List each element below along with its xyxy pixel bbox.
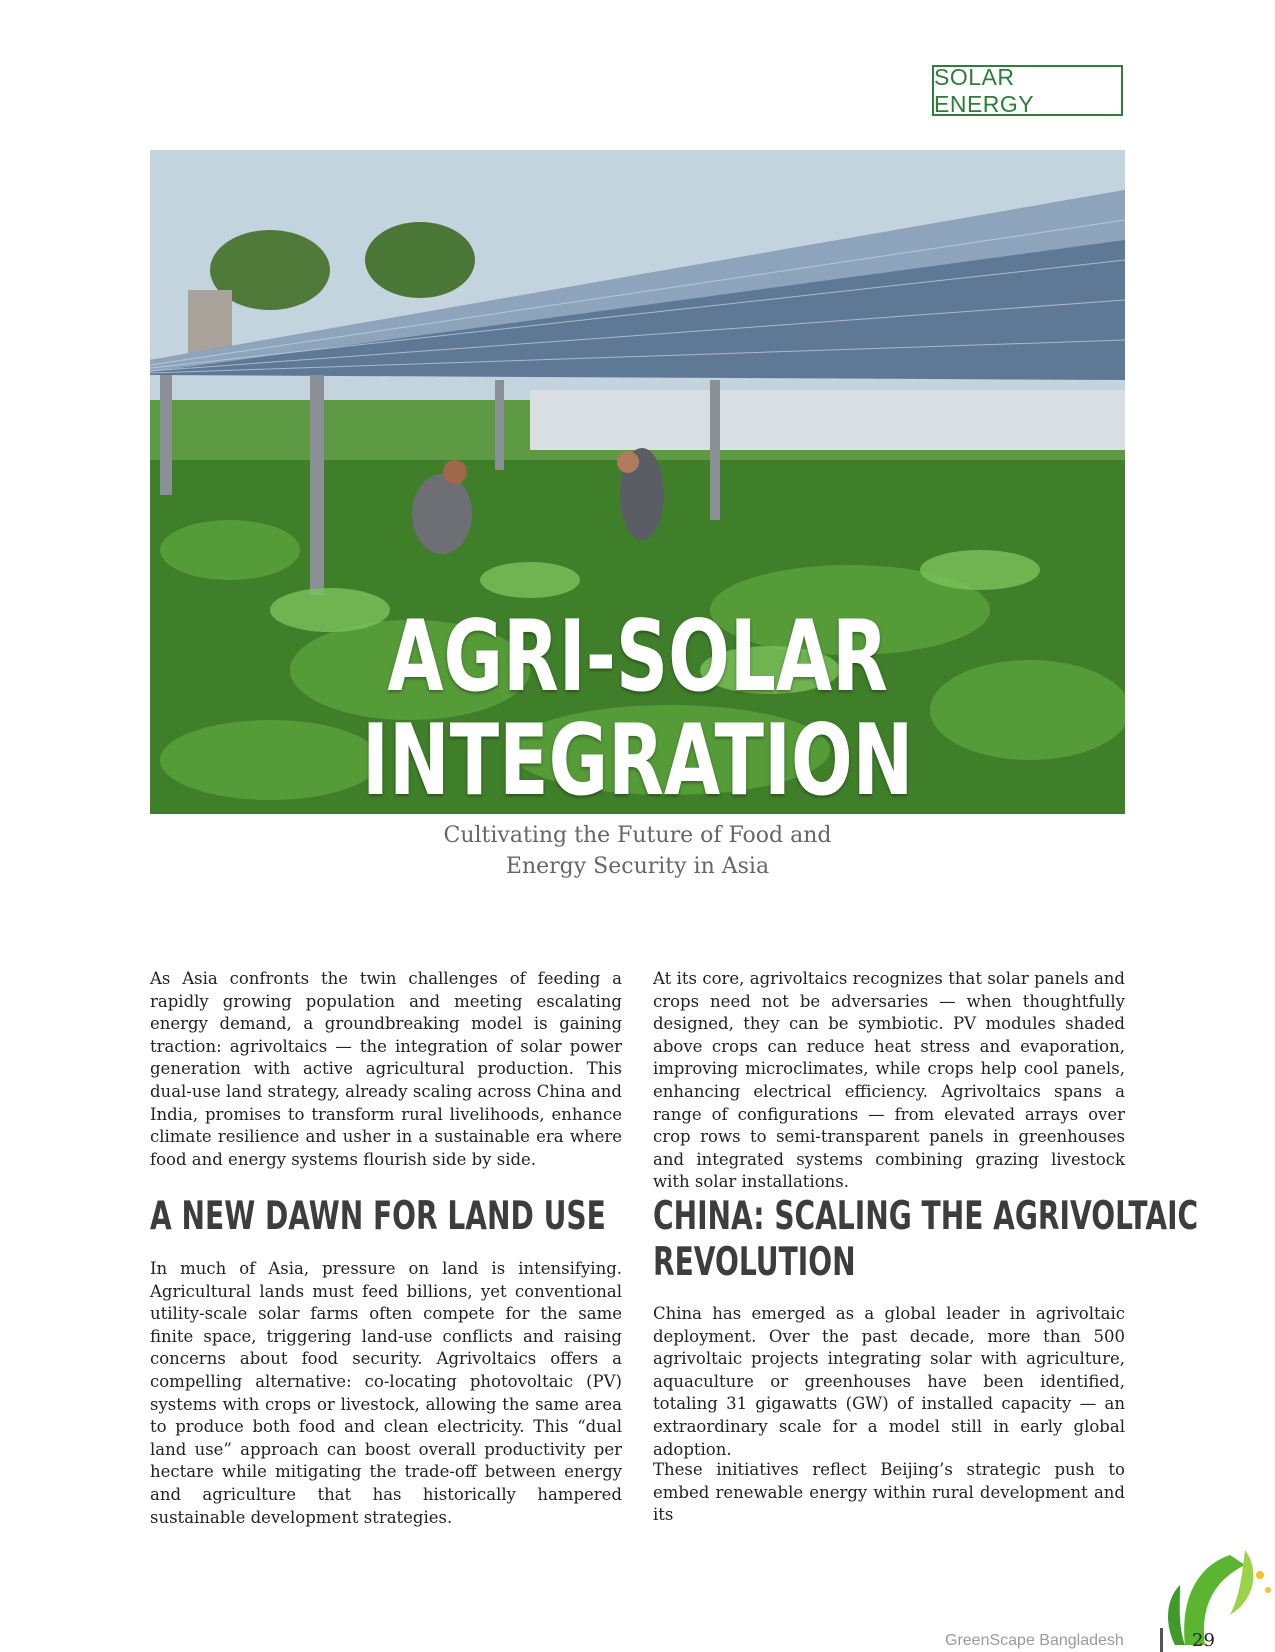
page-number: 29 [1192, 1630, 1215, 1651]
left-intro-paragraph [150, 968, 622, 1171]
leaf-decoration-icon [1160, 1545, 1275, 1650]
left-intro-text: As Asia confronts the twin challenges of feeding a rapidly growing population and meeting escalating energy demand, a groundbreaking model is gaining traction: agrivoltaics — the integration of solar power generation with active agricultural production. This dual-use land strategy, already scaling across China and India, promises to transform rural livelihoods, enhance climate resilience and usher in a sustainable era where food and energy systems flourish side by side. [150, 969, 622, 1169]
left-body-paragraph [150, 1258, 622, 1529]
article-subtitle-line2: Energy Security in Asia [505, 854, 770, 879]
footer-divider [1160, 1628, 1163, 1652]
right-body-text-2: These initiatives reflect Beijing’s strategic push to embed renewable energy within rural development and its [653, 1460, 1125, 1525]
section-heading-china [653, 1194, 1198, 1286]
right-body-paragraph-2 [653, 1459, 1125, 1527]
left-body-text: In much of Asia, pressure on land is intensifying. Agricultural lands must feed billions, yet conventional utility-scale solar farms often compete for the same finite space, triggering land-use conflicts and raising concerns about food security. Agrivoltaics offers a compelling alternative: co-locating photovoltaic (PV) systems with crops or livestock, allowing the same area to produce both food and clean electricity. This “dual land use” approach can boost overall productivity per hectare while mitigating the trade-off between energy and agriculture that has historically hampered sustainable development strategies. [150, 1259, 622, 1527]
right-body-paragraph-1 [653, 1303, 1125, 1461]
article-title-line1: AGRI-SOLAR [387, 600, 888, 714]
right-intro-paragraph [653, 968, 1125, 1194]
article-subtitle [400, 820, 875, 882]
right-intro-text: At its core, agrivoltaics recognizes that solar panels and crops need not be adversaries — when thoughtfully designed, they can be symbiotic. PV modules shaded above crops can reduce heat stress and evaporation, improving microclimates, while crops help cool panels, enhancing electrical efficiency. Agrivoltaics spans a range of configurations — from elevated arrays over crop rows to semi-transparent panels in greenhouses and integrated systems combining grazing livestock with solar installations. [653, 969, 1125, 1192]
right-body-text-1: China has emerged as a global leader in agrivoltaic deployment. Over the past decade, more than 500 agrivoltaic projects integrating solar with agriculture, aquaculture or greenhouses have been identified, totaling 31 gigawatts (GW) of installed capacity — an extraordinary scale for a model still in early global adoption. [653, 1304, 1125, 1459]
section-heading-china-line1: CHINA: SCALING THE AGRIVOLTAIC [653, 1194, 1199, 1239]
article-subtitle-line1: Cultivating the Future of Food and [443, 823, 832, 848]
section-badge: SOLAR ENERGY [932, 65, 1123, 116]
article-title [166, 600, 1110, 818]
publication-name: GreenScape Bangladesh [945, 1632, 1124, 1649]
article-title-line2: INTEGRATION [361, 704, 914, 818]
section-heading-land-use: A NEW DAWN FOR LAND USE [150, 1194, 606, 1239]
section-heading-china-line2: REVOLUTION [653, 1240, 856, 1285]
